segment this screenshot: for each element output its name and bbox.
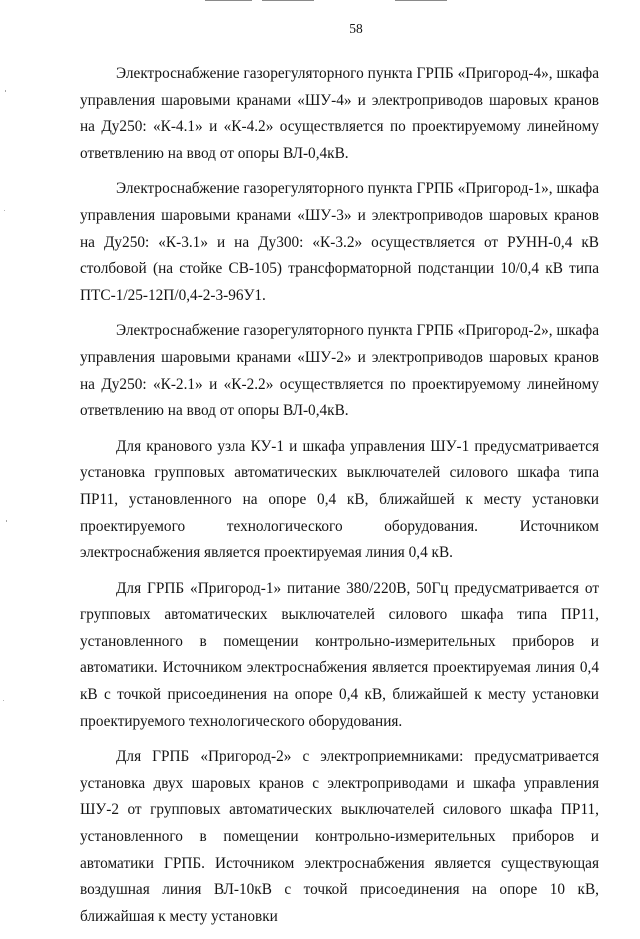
scan-speck bbox=[4, 210, 5, 211]
paragraph-grpb-prigorod-1-power: Для ГРПБ «Пригород-1» питание 380/220В, 50Гц предусматривается от групповых автоматических выключателей силового шкафа типа ПР11, установленного в помещении контрольно-измерительных приборов и автоматики. Источником электроснабжения является проектируемая линия 0,4 кВ с точкой присоединения на опоре 0,4 кВ, ближайшей к месту установки проектируемого технологического оборудования. bbox=[80, 579, 599, 730]
header-rule bbox=[262, 0, 314, 1]
page-number: 58 bbox=[349, 21, 363, 36]
paragraph-crane-node-ku-1: Для кранового узла КУ-1 и шкафа управления ШУ-1 предусматривается установка групповых автоматических выключателей силового шкафа типа ПР11, установленного на опоре 0,4 кВ, ближайшей к месту установки проектируемого технологического оборудования. Источником электроснабжения является проектируемая линия 0,4 кВ. bbox=[80, 437, 599, 562]
scan-speck bbox=[5, 90, 6, 92]
document-body bbox=[80, 61, 599, 939]
scan-speck bbox=[6, 520, 7, 522]
paragraph-grpb-prigorod-1-supply: Электроснабжение газорегуляторного пункта ГРПБ «Пригород-1», шкафа управления шаровыми кранами «ШУ-3» и электроприводов шаровых кранов на Ду250: «К-3.1» и на Ду300: «К-3.2» осуществляется от РУНН-0,4 кВ столбовой (на стойке СВ-105) трансформаторной подстанции 10/0,4 кВ типа ПТС-1/25-12П/0,4-2-3-96У1. bbox=[80, 180, 599, 304]
paragraph-grpb-prigorod-4: Электроснабжение газорегуляторного пункта ГРПБ «Пригород-4», шкафа управления шаровыми кранами «ШУ-4» и электроприводов шаровых кранов на Ду250: «К-4.1» и «К-4.2» осуществляется по проектируемому линейному ответвлению на ввод от опоры ВЛ-0,4кВ. bbox=[80, 65, 599, 162]
scan-speck bbox=[3, 700, 4, 701]
paragraph-grpb-prigorod-2-receivers: Для ГРПБ «Пригород-2» с электроприемниками: предусматривается установка двух шаровых кранов с электроприводами и шкафа управления ШУ-2 от групповых автоматических выключателей силового шкафа ПР11, установленного в помещении контрольно-измерительных приборов и автоматики ГРПБ. Источником электроснабжения является существующая воздушная линия ВЛ-10кВ с точкой присоединения на опоре 10 кВ, ближайшая к месту установки bbox=[80, 748, 599, 925]
header-rule bbox=[205, 0, 252, 1]
paragraph-grpb-prigorod-2-supply: Электроснабжение газорегуляторного пункта ГРПБ «Пригород-2», шкафа управления шаровыми кранами «ШУ-2» и электроприводов шаровых кранов на Ду250: «К-2.1» и «К-2.2» осуществляется по проектируемому линейному ответвлению на ввод от опоры ВЛ-0,4кВ. bbox=[80, 322, 599, 420]
header-rule bbox=[395, 0, 447, 1]
